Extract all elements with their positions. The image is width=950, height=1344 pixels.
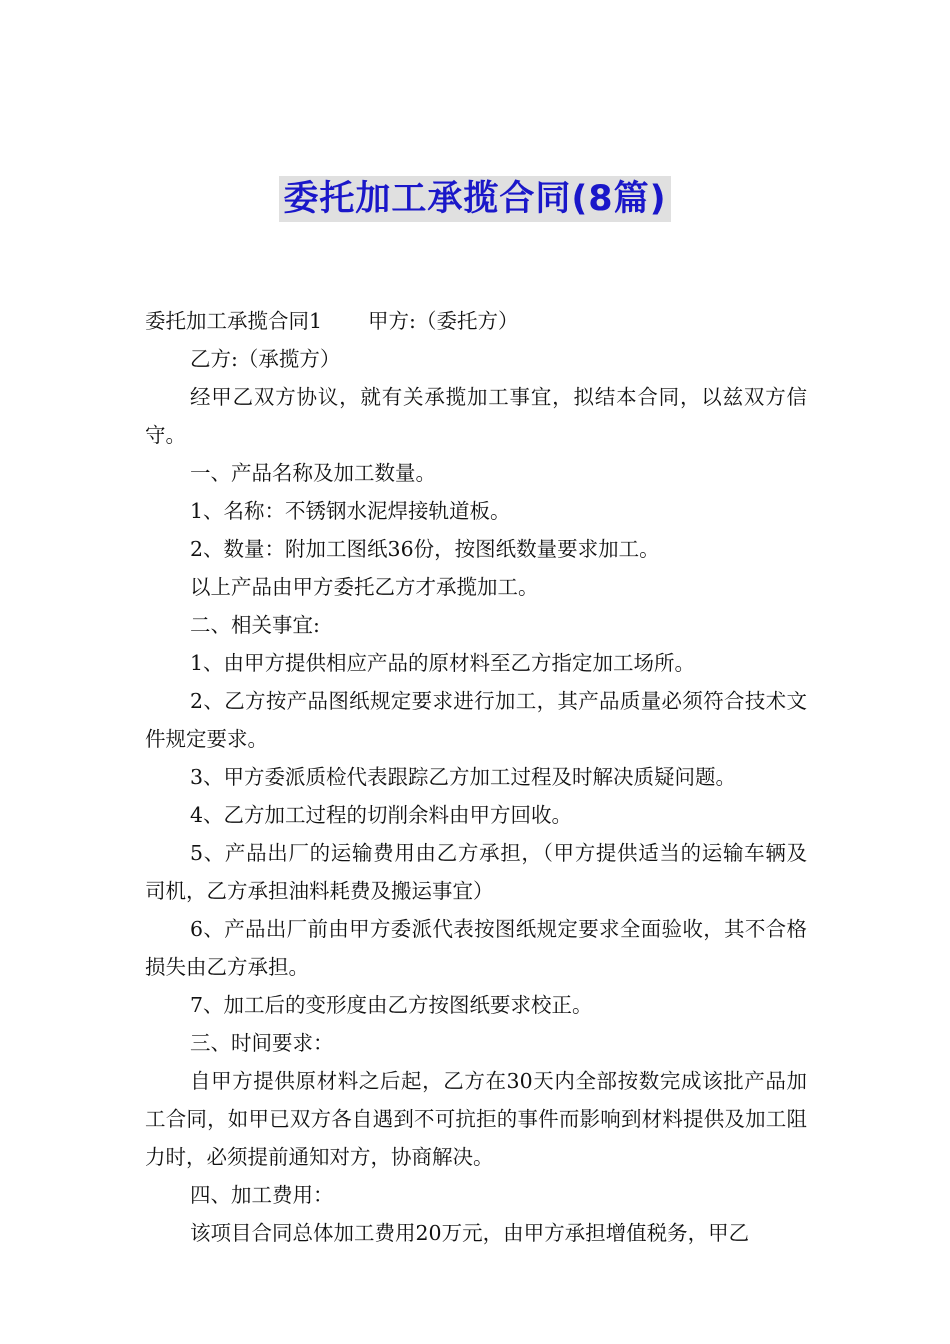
document-title: 委托加工承揽合同(8篇) bbox=[279, 176, 670, 222]
section-heading-1: 一、产品名称及加工数量。 bbox=[190, 461, 436, 485]
section-heading-4: 四、加工费用： bbox=[190, 1183, 334, 1207]
paragraph-item: 7、加工后的变形度由乙方按图纸要求校正。 bbox=[190, 993, 593, 1017]
paragraph-item: 2、乙方按产品图纸规定要求进行加工，其产品质量必须符合技术文件规定要求。 bbox=[145, 689, 807, 751]
paragraph-intro: 经甲乙双方协议，就有关承揽加工事宜，拟结本合同，以兹双方信守。 bbox=[145, 385, 807, 447]
paragraph-party-b: 乙方:（承揽方） bbox=[190, 347, 341, 371]
section-heading-2: 二、相关事宜: bbox=[190, 613, 320, 637]
section-heading-3: 三、时间要求： bbox=[190, 1031, 334, 1055]
paragraph-item: 1、名称：不锈钢水泥焊接轨道板。 bbox=[190, 499, 511, 523]
paragraph-item: 自甲方提供原材料之后起，乙方在30天内全部按数完成该批产品加工合同，如甲已双方各自遇到不可抗拒的事件而影响到材料提供及加工阻力时，必须提前通知对方，协商解决。 bbox=[145, 1069, 807, 1169]
contract-heading: 委托加工承揽合同1 bbox=[145, 309, 323, 333]
paragraph-item: 1、由甲方提供相应产品的原材料至乙方指定加工场所。 bbox=[190, 651, 696, 675]
paragraph-item: 4、乙方加工过程的切削余料由甲方回收。 bbox=[190, 803, 573, 827]
paragraph-item: 6、产品出厂前由甲方委派代表按图纸规定要求全面验收，其不合格损失由乙方承担。 bbox=[145, 917, 807, 979]
paragraph-item: 以上产品由甲方委托乙方才承揽加工。 bbox=[190, 575, 539, 599]
party-a-line: 甲方:（委托方） bbox=[368, 309, 519, 333]
document-body bbox=[145, 302, 807, 1252]
first-line bbox=[145, 302, 807, 340]
paragraph-item: 2、数量：附加工图纸36份，按图纸数量要求加工。 bbox=[190, 537, 660, 561]
title-container bbox=[0, 176, 950, 222]
paragraph-item: 5、产品出厂的运输费用由乙方承担，（甲方提供适当的运输车辆及司机，乙方承担油料耗费及搬运事宜） bbox=[145, 841, 807, 903]
paragraph-item: 该项目合同总体加工费用20万元，由甲方承担增值税务，甲乙 bbox=[190, 1221, 750, 1245]
paragraph-item: 3、甲方委派质检代表跟踪乙方加工过程及时解决质疑问题。 bbox=[190, 765, 737, 789]
